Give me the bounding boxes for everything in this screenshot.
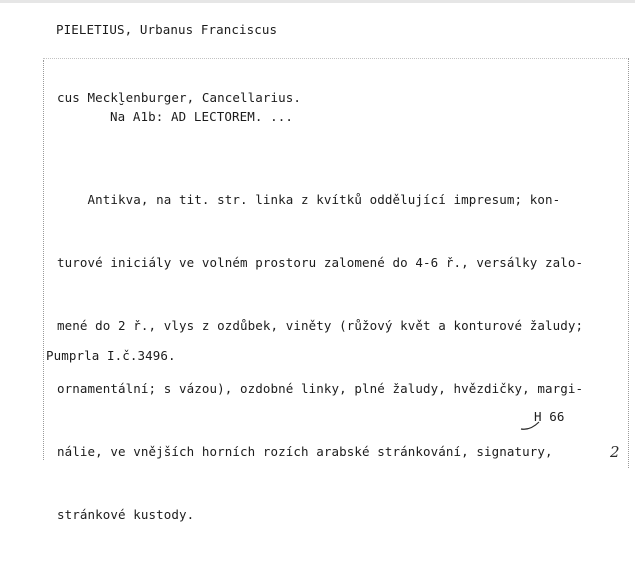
dotted-right-guide: [628, 58, 629, 468]
dotted-left-guide: [43, 60, 44, 460]
description-line: nálie, ve vnějších horních rozích arabské stránkování, signatury,: [57, 444, 553, 459]
description-line: turové iniciály ve volném prostoru zalomené do 4-6 ř., versálky zalo-: [57, 255, 584, 270]
title-line-1: cus Meckl̮enburger, Cancellarius.: [57, 90, 302, 105]
title-line-2: Na A1b: AD LECTOREM. ...: [110, 109, 294, 124]
card-heading: PIELETIUS, Urbanus Franciscus: [56, 22, 278, 37]
dotted-top-guide: [43, 58, 629, 59]
description-line: mené do 2 ř., vlys z ozdůbek, viněty (růžový květ a konturové žaludy;: [57, 318, 584, 333]
card-top-edge: [0, 0, 635, 3]
description-line: Antikva, na tit. str. linka z kvítků oddělující impresum; kon-: [57, 192, 561, 207]
card-number: 2: [610, 443, 620, 461]
description-line: stránkové kustody.: [57, 507, 195, 522]
shelfmark: H 66: [534, 409, 565, 424]
bibliographic-reference: Pumprla I.č.3496.: [46, 348, 176, 363]
description-line: ornamentální; s vázou), ozdobné linky, plné žaludy, hvězdičky, margi-: [57, 381, 584, 396]
